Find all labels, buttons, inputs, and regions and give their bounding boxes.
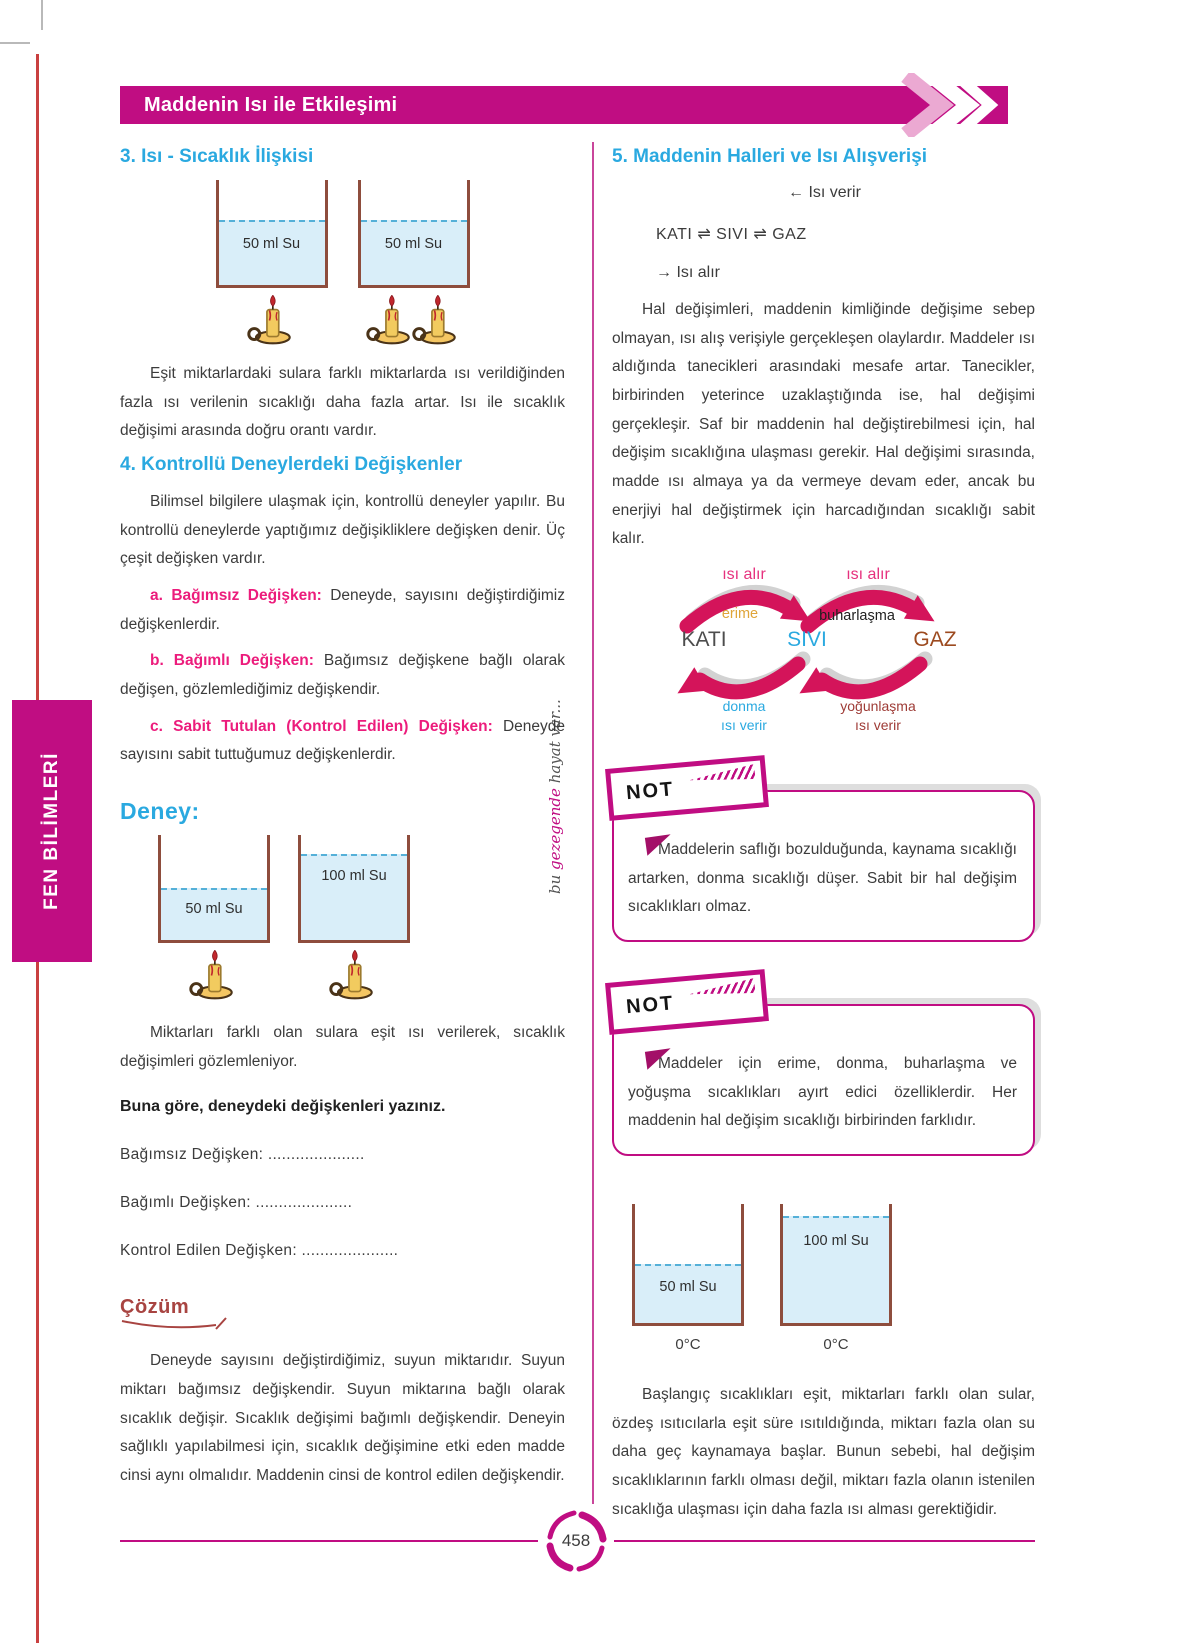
evaporation-label: buharlaşma (819, 608, 895, 625)
beaker-unit (158, 835, 270, 1001)
variable-b-label: b. Bağımlı Değişken: (150, 652, 314, 670)
variable-a-text: Deneyde, sayısını değiştirdiğimiz değişkenlerdir. (120, 587, 565, 633)
water (361, 220, 467, 285)
beaker (298, 835, 410, 943)
page-number-badge (541, 1506, 611, 1576)
note-tag-hatch (688, 764, 755, 785)
beaker-label: 100 ml Su (321, 867, 387, 884)
watermark-text-pink: gezegende (546, 788, 564, 870)
water (161, 888, 267, 940)
note-tag-hatch (688, 978, 755, 999)
beaker-unit (780, 1204, 892, 1353)
footer-rule-right (614, 1540, 1035, 1542)
chapter-header-bar (120, 86, 1008, 124)
blank-dependent-variable: Bağımlı Değişken: ..................... (120, 1194, 353, 1212)
state-change-diagram (612, 566, 1035, 756)
section-3-heading: 3. Isı - Sıcaklık İlişkisi (120, 146, 314, 167)
candle-row (327, 945, 381, 1001)
note-tag-fold (645, 834, 673, 855)
beaker (358, 180, 470, 288)
section-3-paragraph: Eşit miktarlardaki sulara farklı miktarlarda ısı verildiğinden fazla ısı verilenin sıcaklığı daha fazla artar. Isı ile sıcaklık değişimi arasında doğru orantı vardır. (120, 365, 565, 440)
note-box-2 (612, 991, 1035, 1156)
beaker (158, 835, 270, 943)
sidebar-subject-tab (12, 700, 92, 962)
beaker-label: 50 ml Su (659, 1278, 717, 1295)
solution-block (120, 1296, 565, 1490)
candle-icon (327, 945, 381, 1001)
note-2-text: Maddeler için erime, donma, buharlaşma ve yoğuşma sıcaklıkları ayırt edici özelliklerdir. Her maddenin hal değişim sıcaklığı birbirinden farklıdır. (628, 1055, 1017, 1130)
blank-independent-variable: Bağımsız Değişken: ..................... (120, 1146, 365, 1164)
section-5-paragraph: Hal değişimleri, maddenin kimliğinde değişime sebep olmayan, ısı alış verişiyle gerçekleşen olaylardır. Maddeler ısı aldığında tanecikleri arasındaki mesafe artar. Tanecikler, birbirinden yeterince uzaklaştığında ise, hal değişimi gerçekleşir. Saf bir maddenin hal değiştirebilmesi için, hal değişim sıcaklığına ulaşması gerekir. Hal değişimi sırasında, madde ısı almaya ya da vermeye devam eder, ancak bu enerjiyi hal değiştirmek için harcadığından sıcaklığı sabit kalır. (612, 301, 1035, 548)
beaker-unit (632, 1204, 744, 1353)
watermark-text: bu (546, 869, 564, 894)
heat-release-label-left: ısı verir (721, 717, 767, 734)
crop-mark-vertical (41, 0, 43, 30)
candle-row (187, 945, 241, 1001)
experiment-question: Buna göre, deneydeki değişkenleri yazınız. (120, 1098, 446, 1116)
left-column (120, 140, 565, 1499)
beaker-label: 100 ml Su (803, 1233, 869, 1250)
candle-row (245, 290, 299, 346)
condensation-label: yoğunlaşma (840, 698, 916, 715)
variable-b-text: Bağımsız değişkene bağlı olarak değişen, gözlemlediğimiz değişkendir. (120, 652, 565, 699)
beaker-unit (358, 180, 470, 346)
beaker (216, 180, 328, 288)
beaker-label: 50 ml Su (185, 900, 243, 917)
note-1-text: Maddelerin saflığı bozulduğunda, kaynama sıcaklığı artarken, donma sıcaklığı düşer. Sabit bir hal değişim sıcaklıkları olmaz. (628, 841, 1017, 916)
freezing-label: donma (722, 698, 766, 715)
note-tag-label: NOT (625, 777, 676, 804)
melting-label: erime (721, 606, 759, 623)
variable-c-paragraph (120, 713, 565, 770)
figure-different-water-equal-heat (120, 835, 565, 1001)
solution-text: Deneyde sayısını değiştirdiğimiz, suyun miktarıdır. Suyun miktarı bağımsız değişkendir. Suyun miktarına bağlı olarak sıcaklık değişir. Sıcaklık değişimi bağımlı değişkendir. Deneyin sağlıklı yapılabilmesi için, sıcaklık değişimine etki eden madde cinsi aynı olmalıdır. Maddenin cinsi de kontrol edilen değişkendir. (120, 1352, 565, 1485)
candle-icon (245, 290, 299, 346)
variable-a-paragraph (120, 582, 565, 639)
candle-row (364, 290, 464, 346)
state-change-arrows (612, 566, 1035, 756)
water (301, 854, 407, 940)
water (635, 1264, 741, 1323)
heat-absorb-line: → Isı alır (656, 264, 721, 281)
solid-state-label: KATI (681, 628, 727, 652)
solution-underline-swoosh (120, 1317, 250, 1333)
beaker-label: 50 ml Su (384, 235, 443, 252)
experiment-label: Deney: (120, 798, 200, 825)
candle-icon (187, 945, 241, 1001)
note-box-1 (612, 777, 1035, 942)
variable-c-label: c. Sabit Tutulan (Kontrol Edilen) Değişken: (150, 717, 493, 735)
section-4-heading: 4. Kontrollü Deneylerdeki Değişkenler (120, 454, 463, 476)
temperature-label: 0°C (675, 1336, 701, 1354)
candle-icon (410, 290, 464, 346)
note-tag-label: NOT (625, 991, 676, 1018)
beaker-label: 50 ml Su (242, 235, 301, 252)
figure-equal-temperature-beakers (612, 1204, 1035, 1353)
footer-rule-left (120, 1540, 538, 1542)
blank-controlled-variable: Kontrol Edilen Değişken: ..................... (120, 1242, 399, 1260)
page-number: 458 (561, 1531, 591, 1550)
right-column (612, 140, 1035, 1532)
liquid-state-label: SIVI (787, 628, 827, 652)
crop-mark-horizontal (0, 42, 30, 44)
water (219, 220, 325, 285)
variable-b-paragraph (120, 647, 565, 704)
state-equation-line: KATI ⇌ SIVI ⇌ GAZ (656, 226, 807, 243)
heat-release-line: ← Isı verir (788, 184, 861, 201)
gas-state-label: GAZ (913, 628, 957, 652)
section-4-intro: Bilimsel bilgilere ulaşmak için, kontrollü deneyler yapılır. Bu kontrollü deneylerde yaptığımız değişikliklere değişken denir. Üç çeşit değişken vardır. (120, 493, 565, 568)
beaker-unit (216, 180, 328, 346)
figure-equal-water-different-heat (120, 180, 565, 346)
experiment-description: Miktarları farklı olan sulara eşit ısı verilerek, sıcaklık değişimleri gözlemleniyor. (120, 1024, 565, 1070)
variable-c-text: Deneyde sayısını sabit tuttuğumuz değişkenlerdir. (120, 717, 565, 764)
column-divider (592, 142, 594, 1504)
closing-paragraph: Başlangıç sıcaklıkları eşit, miktarları farklı olan sular, özdeş ısıtıcılarla eşit süre ısıtıldığında, miktarı fazla olan su daha geç kaynamaya başlar. Bunun sebebi, hal değişim sıcaklıklarının farklı olması değil, miktarı fazla olanın istenilen sıcaklığa ulaşması için daha fazla ısı alması gerektiğidir. (612, 1386, 1035, 1518)
water (783, 1216, 889, 1323)
beaker (632, 1204, 744, 1326)
beaker (780, 1204, 892, 1326)
variable-a-label: a. Bağımsız Değişken: (150, 587, 322, 605)
sidebar-subject-label: FEN BİLİMLERİ (41, 752, 62, 910)
beaker-unit (298, 835, 410, 1001)
temperature-label: 0°C (823, 1336, 849, 1354)
solution-label: Çözüm (120, 1296, 190, 1319)
page-title: Maddenin Isı ile Etkileşimi (144, 93, 398, 116)
heat-absorb-label-right: ısı alır (846, 566, 890, 584)
heat-release-label-right: ısı verir (855, 717, 901, 734)
watermark-text: hayat var... (546, 699, 564, 789)
note-tag-fold (645, 1048, 673, 1069)
section-5-heading: 5. Maddenin Halleri ve Isı Alışverişi (612, 146, 928, 167)
heat-absorb-label-left: ısı alır (722, 566, 766, 584)
chevron-right-icon (848, 73, 1026, 137)
